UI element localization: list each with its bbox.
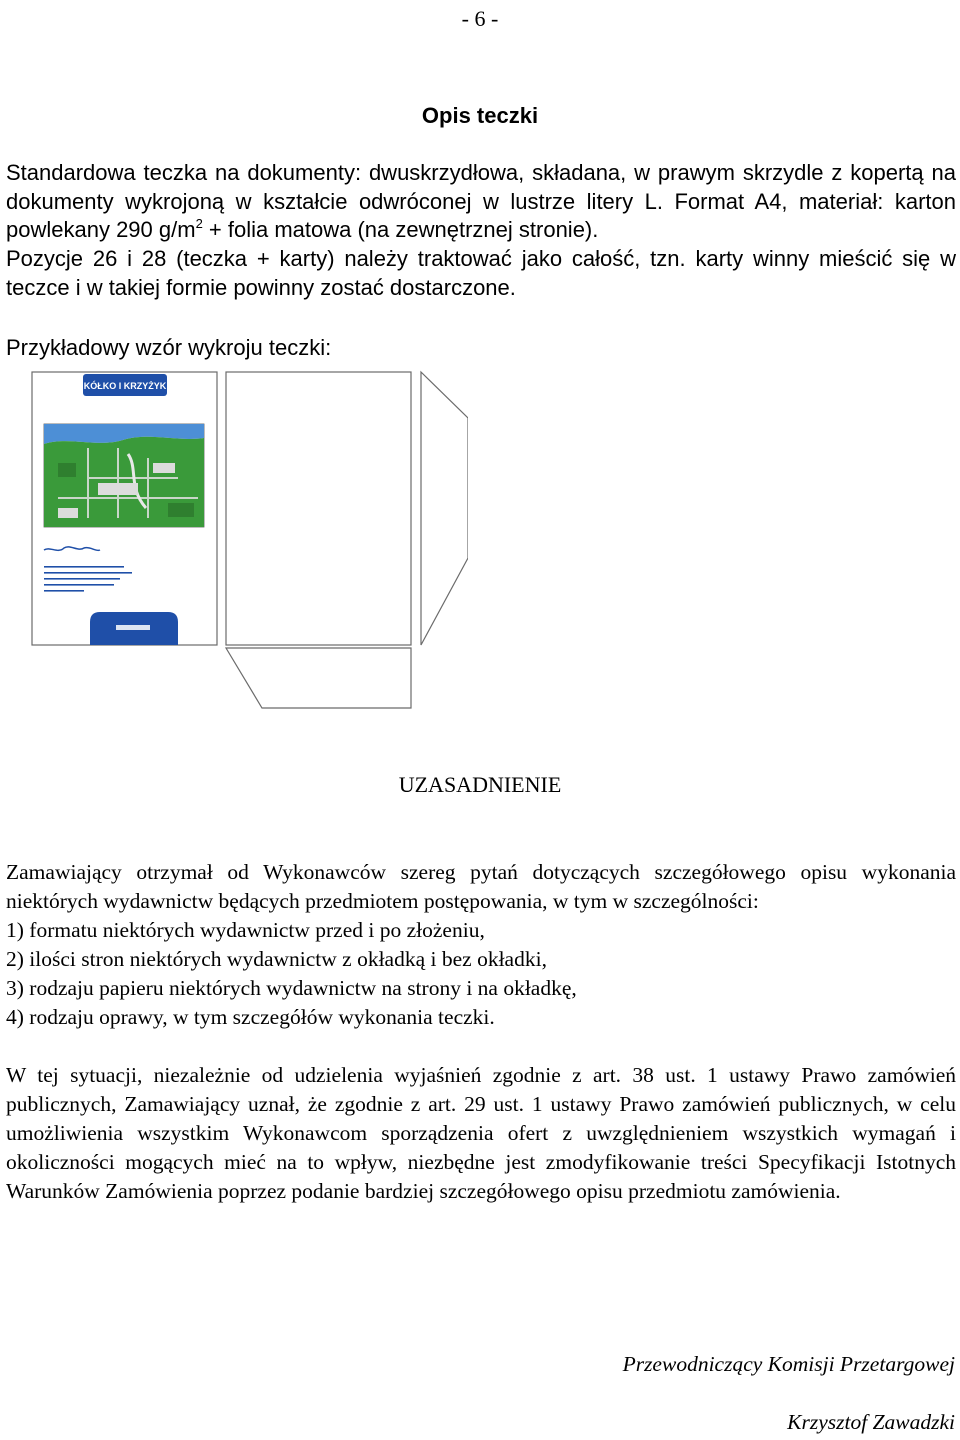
folder-side-flap <box>421 372 468 645</box>
folder-bottom-pocket <box>226 648 411 708</box>
folder-die-cut-figure <box>28 368 468 713</box>
folder-description-paragraph-1 <box>6 159 956 245</box>
example-template-label: Przykładowy wzór wykroju teczki: <box>6 335 332 360</box>
cover-title: KÓŁKO I KRZYŻYK <box>83 381 167 391</box>
justification-paragraph-2: W tej sytuacji, niezależnie od udzielenia wyjaśnień zgodnie z art. 38 ust. 1 ustawy Prawo zamówień publicznych, Zamawiający uznał, że zgodnie z art. 29 ust. 1 ustawy Prawo zamówień publicznych, w celu umożliwienia wszystkim Wykonawcom sporządzenia ofert z uwzględnieniem wszystkich wymagań i okoliczności mogących mieć na to wpływ, niezbędne jest zmodyfikowanie treści Specyfikacji Istotnych Warunków Zamówienia poprzez podanie bardziej szczegółowego opisu przedmiotu zamówienia. <box>6 1063 956 1203</box>
folder-description <box>6 159 956 303</box>
folder-inner-panel <box>226 372 411 645</box>
list-item: 4) rodzaju oprawy, w tym szczegółów wykonania teczki. <box>6 1005 495 1029</box>
signature-role: Przewodniczący Komisji Przetargowej <box>622 1352 955 1376</box>
paragraph-spacer <box>6 1032 956 1061</box>
page-heading: Opis teczki <box>421 103 539 128</box>
signature-name: Krzysztof Zawadzki <box>787 1410 955 1434</box>
justification-body <box>6 858 956 1206</box>
list-item: 2) ilości stron niektórych wydawnictw z okładką i bez okładki, <box>6 947 547 971</box>
superscript-2: 2 <box>195 216 203 232</box>
map-illustration <box>44 424 204 527</box>
section-title: UZASADNIENIE <box>398 772 562 797</box>
questions-list <box>6 916 956 1032</box>
list-item: 1) formatu niektórych wydawnictw przed i po złożeniu, <box>6 918 485 942</box>
page-number: - 6 - <box>461 6 499 31</box>
folder-cover-panel <box>32 372 217 645</box>
folder-description-text-end: + folia matowa (na zewnętrznej stronie). <box>202 217 599 243</box>
folder-description-text: Standardowa teczka na dokumenty: dwuskrzydłowa, składana, w prawym skrzydle z kopertą na dokumenty wykrojoną w kształcie odwróconej w lustrze litery L. Format A4, materiał: karton powlekany 290 g/m <box>6 160 956 243</box>
folder-description-paragraph-2: Pozycje 26 i 28 (teczka + karty) należy traktować jako całość, tzn. karty winny mieścić się w teczce i w takiej formie powinny zostać dostarczone. <box>6 246 956 300</box>
justification-lead: Zamawiający otrzymał od Wykonawców szereg pytań dotyczących szczegółowego opisu wykonania niektórych wydawnictw będących przedmiotem postępowania, w tym w szczególności: <box>6 860 956 913</box>
list-item: 3) rodzaju papieru niektórych wydawnictw na strony i na okładkę, <box>6 976 577 1000</box>
